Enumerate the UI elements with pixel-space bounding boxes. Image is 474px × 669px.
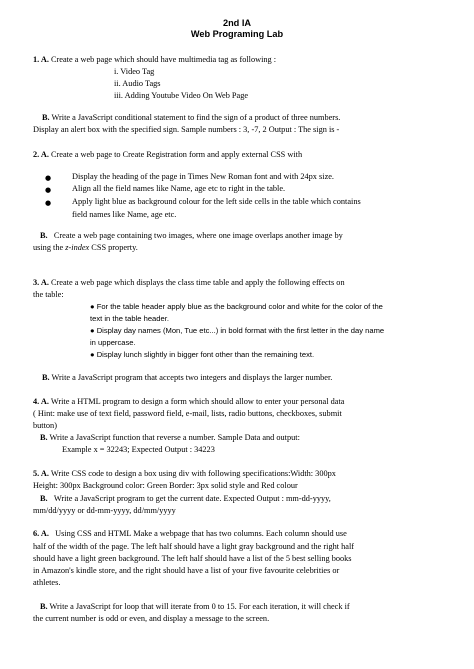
q6a-line1 <box>33 529 347 539</box>
q3a-text1: Create a web page which displays the class time table and apply the following effects on <box>50 278 345 287</box>
q6b-number: B. <box>40 602 48 611</box>
q2-bullet2-icon: ● <box>45 186 52 194</box>
q4a-line3: button) <box>33 421 57 430</box>
q6a-line5: athletes. <box>33 578 61 587</box>
q6a-line4: in Amazon's kindle store, and the right should have a list of your five favourite celebrities or <box>33 566 340 575</box>
q1a-number: 1. A. <box>33 55 49 64</box>
q4a-text1: Write a HTML program to design a form which should allow to enter your personal data <box>50 397 345 406</box>
q2-bullet2: Align all the field names like Name, age etc to right in the table. <box>72 184 286 193</box>
q2b-text1: Create a web page containing two images, where one image overlaps another image by <box>53 231 343 240</box>
q1b-line2: Display an alert box with the specified sign. Sample numbers : 3, -7, 2 Output : The sign is - <box>33 125 340 134</box>
q2a-line <box>33 150 302 160</box>
doc-title-ia: 2nd IA <box>222 18 252 28</box>
q4a-number: 4. A. <box>33 397 49 406</box>
q6a-number: 6. A. <box>33 529 49 538</box>
q6b-line2: the current number is odd or even, and display a message to the screen. <box>33 614 270 623</box>
q4b-line2: Example x = 32243; Expected Output : 34223 <box>62 445 215 454</box>
q3a-number: 3. A. <box>33 278 49 287</box>
q5a-text1: Write CSS code to design a box using div with following specifications:Width: 300px <box>50 469 336 478</box>
q5b-text1: Write a JavaScript program to get the current date. Expected Output : mm-dd-yyyy, <box>53 494 331 503</box>
q1-item-video: i. Video Tag <box>114 67 155 76</box>
q3-bullet3: ● Display lunch slightly in bigger font other than the remaining text. <box>90 350 315 359</box>
q2b-text2-pre: using the <box>33 243 66 252</box>
q1b-line1 <box>42 113 340 123</box>
q1a-text: Create a web page which should have multimedia tag as following : <box>50 55 277 64</box>
q3-bullet2: ● Display day names (Mon, Tue etc...) in bold format with the first letter in the day name <box>90 326 385 335</box>
q3b-text: Write a JavaScript program that accepts two integers and displays the larger number. <box>51 373 333 382</box>
q4a-line2: ( Hint: make use of text field, password field, e-mail, lists, radio buttons, checkboxes, submit <box>33 409 342 418</box>
q4b-line1 <box>40 433 300 443</box>
q2-bullet3-icon: ● <box>45 199 52 207</box>
q2-bullet1: Display the heading of the page in Times New Roman font and with 24px size. <box>72 172 335 181</box>
q4b-text1: Write a JavaScript function that reverse a number. Sample Data and output: <box>49 433 300 442</box>
q2-bullet3: Apply light blue as background colour for the left side cells in the table which contains <box>72 197 361 206</box>
q2b-line1 <box>40 231 343 241</box>
q5b-line2: mm/dd/yyyy or dd-mm-yyyy, dd/mm/yyyy <box>33 506 176 515</box>
q2b-text2-post: CSS property. <box>89 243 138 252</box>
q5b-line1 <box>40 494 331 504</box>
q3-bullet1-cont: text in the table header. <box>90 314 169 323</box>
q2b-zindex: z-index <box>65 243 90 252</box>
q6b-text1: Write a JavaScript for loop that will iterate from 0 to 15. For each iteration, it will check if <box>49 602 350 611</box>
q2a-number: 2. A. <box>33 150 49 159</box>
q5b-number: B. <box>40 494 48 503</box>
q3b-line <box>42 373 332 383</box>
doc-title-lab: Web Programing Lab <box>190 29 284 39</box>
q6a-text1: Using CSS and HTML Make a webpage that has two columns. Each column should use <box>55 529 347 538</box>
q1a-line <box>33 55 276 65</box>
q4a-line1 <box>33 397 344 407</box>
q5a-number: 5. A. <box>33 469 49 478</box>
q4b-number: B. <box>40 433 48 442</box>
q3-bullet1: ● For the table header apply blue as the background color and white for the color of the <box>90 302 383 311</box>
q2-bullet1-icon: ● <box>45 174 52 182</box>
q3a-line1 <box>33 278 345 288</box>
q6a-line2: half of the width of the page. The left half should have a light gray background and the right half <box>33 542 355 551</box>
q2b-line2 <box>33 243 138 253</box>
q2a-text: Create a web page to Create Registration form and apply external CSS with <box>50 150 303 159</box>
q3-bullet2-cont: in uppercase. <box>90 338 136 347</box>
q3b-number: B. <box>42 373 50 382</box>
q1b-text1: Write a JavaScript conditional statement to find the sign of a product of three numbers. <box>51 113 341 122</box>
q5a-line1 <box>33 469 336 479</box>
q2b-number: B. <box>40 231 48 240</box>
q3a-line2: the table: <box>33 290 64 299</box>
q5a-line2: Height: 300px Background color: Green Border: 3px solid style and Red colour <box>33 481 298 490</box>
q1-item-youtube: iii. Adding Youtube Video On Web Page <box>114 91 249 100</box>
q6b-line1 <box>40 602 350 612</box>
q1-item-audio: ii. Audio Tags <box>114 79 161 88</box>
q2-bullet3-cont: field names like Name, age etc. <box>72 210 177 219</box>
q1b-number: B. <box>42 113 50 122</box>
q6a-line3: should have a light green background. The left half should have a list of the 5 best selling books <box>33 554 352 563</box>
